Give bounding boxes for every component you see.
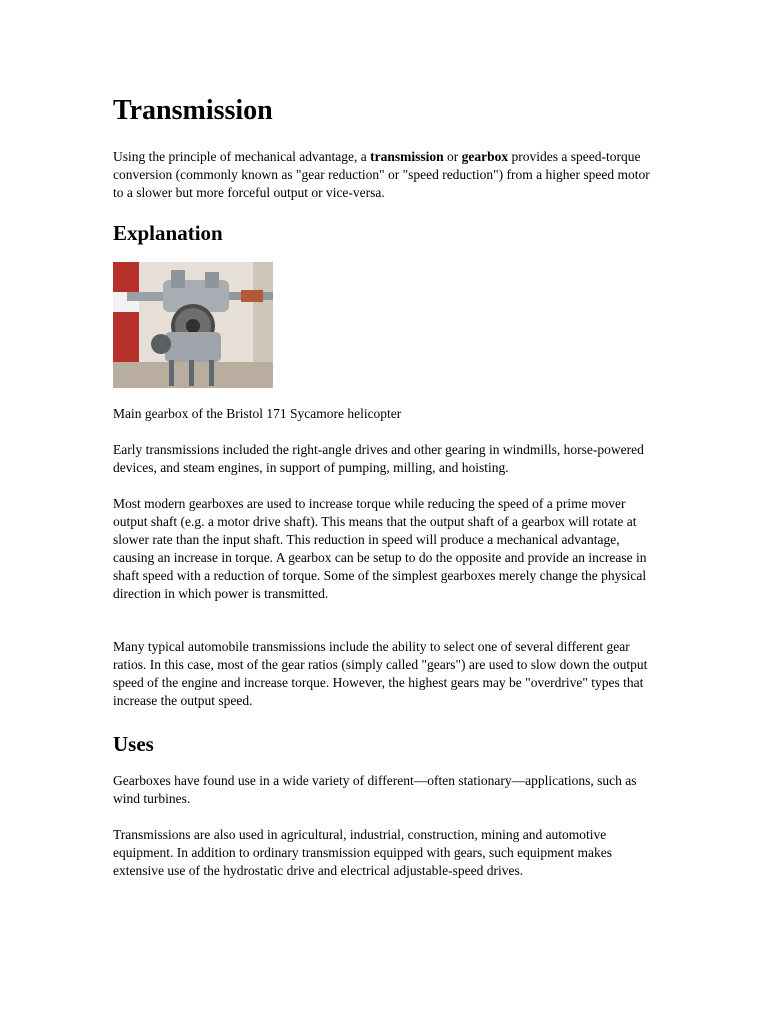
gearbox-photo — [113, 262, 273, 388]
explanation-paragraph-1: Early transmissions included the right-angle drives and other gearing in windmills, horse-powered devices, and steam engines, in support of pumping, milling, and hoisting. — [113, 442, 644, 475]
intro-text-3: provides a speed-torque conversion (commonly known as "gear reduction" or "speed reduction") from a higher speed motor to a slower but more forceful output or vice-versa. — [113, 149, 650, 200]
gearbox-photo-drawing — [113, 262, 273, 388]
explanation-paragraph-3: Many typical automobile transmissions include the ability to select one of several different gear ratios. In this case, most of the gear ratios (simply called "gears") are used to slow down the output speed of the engine and increase torque. However, the highest gears may be "overdrive" types that increase the output speed. — [113, 639, 648, 708]
explanation-paragraph-2: Most modern gearboxes are used to increase torque while reducing the speed of a prime mover output shaft (e.g. a motor drive shaft). This means that the output shaft of a gearbox will rotate at slower rate than the input shaft. This reduction in speed will produce a mechanical advantage, causing an increase in torque. A gearbox can be setup to do the opposite and provide an increase in shaft speed with a reduction of torque. Some of the simplest gearboxes merely change the physical direction in which power is transmitted. — [113, 496, 647, 601]
intro-text-2: or — [443, 149, 462, 164]
section-heading-uses: Uses — [113, 732, 154, 756]
intro-text-1: Using the principle of mechanical advantage, a — [113, 149, 371, 164]
image-caption: Main gearbox of the Bristol 171 Sycamore helicopter — [113, 406, 402, 421]
intro-bold-transmission: transmission — [370, 149, 444, 164]
section-heading-explanation: Explanation — [113, 221, 223, 245]
intro-paragraph — [113, 148, 658, 202]
intro-bold-gearbox: gearbox — [461, 149, 509, 164]
page-title: Transmission — [113, 95, 273, 126]
uses-paragraph-1: Gearboxes have found use in a wide variety of different—often stationary—applications, such as wind turbines. — [113, 773, 637, 806]
uses-paragraph-2: Transmissions are also used in agricultural, industrial, construction, mining and automotive equipment. In addition to ordinary transmission equipped with gears, such equipment makes extensive use of the hydrostatic drive and electrical adjustable-speed drives. — [113, 827, 613, 878]
